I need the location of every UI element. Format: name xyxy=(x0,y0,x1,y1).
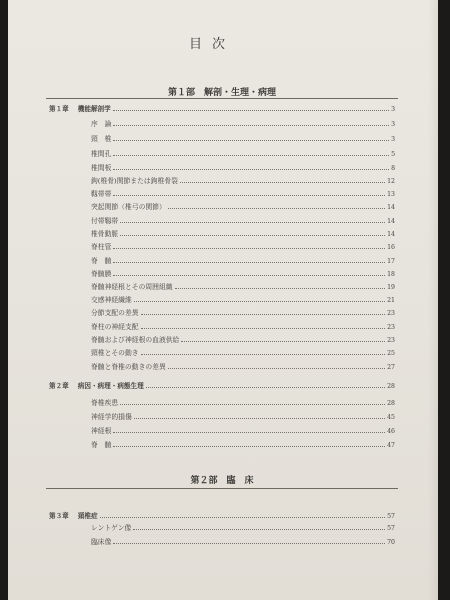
section-title: 交感神経繊維 xyxy=(91,296,132,304)
page-number: 47 xyxy=(387,442,395,449)
section-title: 脊椎疾患 xyxy=(91,399,119,407)
dot-leader xyxy=(180,177,385,183)
section-title: 椎間孔 xyxy=(91,150,112,158)
page-number: 19 xyxy=(387,284,395,291)
page-number: 23 xyxy=(387,324,395,331)
page-number: 23 xyxy=(387,337,395,344)
toc-entry-row xyxy=(91,522,395,534)
page-number: 8 xyxy=(391,165,395,172)
page-number: 17 xyxy=(387,258,395,265)
toc-entry-row xyxy=(91,411,395,423)
toc-entry-row xyxy=(91,347,395,359)
dot-leader xyxy=(113,538,385,544)
dot-leader xyxy=(181,336,385,342)
page-number: 13 xyxy=(387,191,395,198)
toc-entry-row xyxy=(91,148,395,160)
page-number: 21 xyxy=(387,297,395,304)
section-title: レントゲン像 xyxy=(91,524,132,532)
page-number: 14 xyxy=(387,231,395,238)
toc-entry-row xyxy=(91,162,395,174)
part-1-heading: 第１部 解剖・生理・病理 xyxy=(167,88,276,98)
dot-leader xyxy=(133,524,385,530)
toc-title: 目次 xyxy=(188,37,235,52)
section-title: 脊髄膜 xyxy=(91,270,112,278)
dot-leader xyxy=(168,203,385,209)
dot-leader xyxy=(113,190,385,196)
dot-leader xyxy=(175,283,386,289)
toc-entry-row xyxy=(91,255,395,267)
page-number: 25 xyxy=(387,350,395,357)
section-title: 付帯靱帯 xyxy=(91,217,119,225)
page-number: 18 xyxy=(387,271,395,278)
dot-leader xyxy=(120,217,385,223)
section-title: 神経学的損傷 xyxy=(91,413,132,421)
dot-leader xyxy=(146,382,385,388)
section-title: 椎骨動脈 xyxy=(91,230,119,238)
dot-leader xyxy=(120,399,385,405)
toc-chapter-row xyxy=(49,510,395,522)
toc-entry-row xyxy=(91,321,395,333)
toc-entry-row xyxy=(91,201,395,213)
section-title: 臨床像 xyxy=(91,538,112,546)
page-number: 16 xyxy=(387,244,395,251)
chapter-title: 機能解剖学 xyxy=(77,105,111,113)
part-1-rule xyxy=(46,98,398,99)
page-number: 28 xyxy=(387,383,395,390)
section-title: 脊髄および神経根の血液供給 xyxy=(91,336,180,344)
toc-entry-row xyxy=(91,307,395,319)
section-title: 脊 髄 xyxy=(91,441,112,449)
toc-chapter-row xyxy=(49,103,395,115)
toc-entry-row xyxy=(91,175,395,187)
toc-entry-row xyxy=(91,425,395,437)
dot-leader xyxy=(141,349,386,355)
toc-entry-row xyxy=(91,294,395,306)
dot-leader xyxy=(113,427,385,433)
section-title: 脊柱の神経支配 xyxy=(91,323,139,331)
page-number: 3 xyxy=(391,121,395,128)
section-title: 頸 椎 xyxy=(91,135,112,143)
section-title: 鉤(椎骨)関節または鉤椎骨裂 xyxy=(91,177,178,185)
page-number: 45 xyxy=(387,414,395,421)
page-number: 12 xyxy=(387,178,395,185)
chapter-number: 第１章 xyxy=(49,105,69,113)
section-title: 分節支配の差異 xyxy=(91,309,139,317)
page-number: 57 xyxy=(387,525,395,532)
dot-leader xyxy=(113,150,389,156)
toc-entry-row xyxy=(91,228,395,240)
part-2-heading: 第２部 臨 床 xyxy=(190,476,254,486)
page-number: 23 xyxy=(387,310,395,317)
dot-leader xyxy=(134,296,385,302)
dot-leader xyxy=(113,164,389,170)
dot-leader xyxy=(134,413,385,419)
section-title: 神経根 xyxy=(91,427,112,435)
section-title: 序 論 xyxy=(91,120,112,128)
page-number: 57 xyxy=(387,513,395,520)
toc-entry-row xyxy=(91,536,395,548)
page-number: 70 xyxy=(387,539,395,546)
page-number: 46 xyxy=(387,428,395,435)
chapter-number: 第２章 xyxy=(49,382,69,390)
toc-entry-row xyxy=(91,215,395,227)
page-number: 3 xyxy=(391,136,395,143)
page-number: 28 xyxy=(387,400,395,407)
page-number: 27 xyxy=(387,364,395,371)
section-title: 脊柱管 xyxy=(91,243,112,251)
dot-leader xyxy=(141,323,386,329)
section-title: 靱帯帯 xyxy=(91,190,112,198)
dot-leader xyxy=(113,270,385,276)
dot-leader xyxy=(113,441,385,447)
dot-leader xyxy=(120,230,385,236)
toc-entry-row xyxy=(91,397,395,409)
dot-leader xyxy=(141,309,386,315)
section-title: 頸椎とその動き xyxy=(91,349,139,357)
toc-entry-row xyxy=(91,133,395,145)
toc-entry-row xyxy=(91,281,395,293)
part-2-rule xyxy=(46,488,398,489)
toc-entry-row xyxy=(91,118,395,130)
chapter-title: 頚椎症 xyxy=(77,512,98,520)
section-title: 脊髄神経根とその周囲組織 xyxy=(91,283,173,291)
toc-entry-row xyxy=(91,241,395,253)
toc-chapter-row xyxy=(49,380,395,392)
dot-leader xyxy=(113,135,389,141)
section-title: 突起関節（椎弓の関節） xyxy=(91,203,166,211)
dot-leader xyxy=(113,243,385,249)
page-number: 14 xyxy=(387,204,395,211)
toc-entry-row xyxy=(91,268,395,280)
toc-entry-row xyxy=(91,188,395,200)
dot-leader xyxy=(113,105,389,111)
page-number: 3 xyxy=(391,106,395,113)
chapter-title: 病因・病理・病態生理 xyxy=(77,382,144,390)
dot-leader xyxy=(113,257,385,263)
toc-entry-row xyxy=(91,439,395,451)
section-title: 脊髄と脊椎の動きの差異 xyxy=(91,363,166,371)
dot-leader xyxy=(100,512,386,518)
toc-entry-row xyxy=(91,361,395,373)
section-title: 脊 髄 xyxy=(91,257,112,265)
page-number: 14 xyxy=(387,218,395,225)
dot-leader xyxy=(168,363,385,369)
chapter-number: 第３章 xyxy=(49,512,69,520)
page-number: 5 xyxy=(391,151,395,158)
book-page xyxy=(8,0,438,600)
dot-leader xyxy=(113,120,389,126)
toc-entry-row xyxy=(91,334,395,346)
section-title: 椎間板 xyxy=(91,164,112,172)
